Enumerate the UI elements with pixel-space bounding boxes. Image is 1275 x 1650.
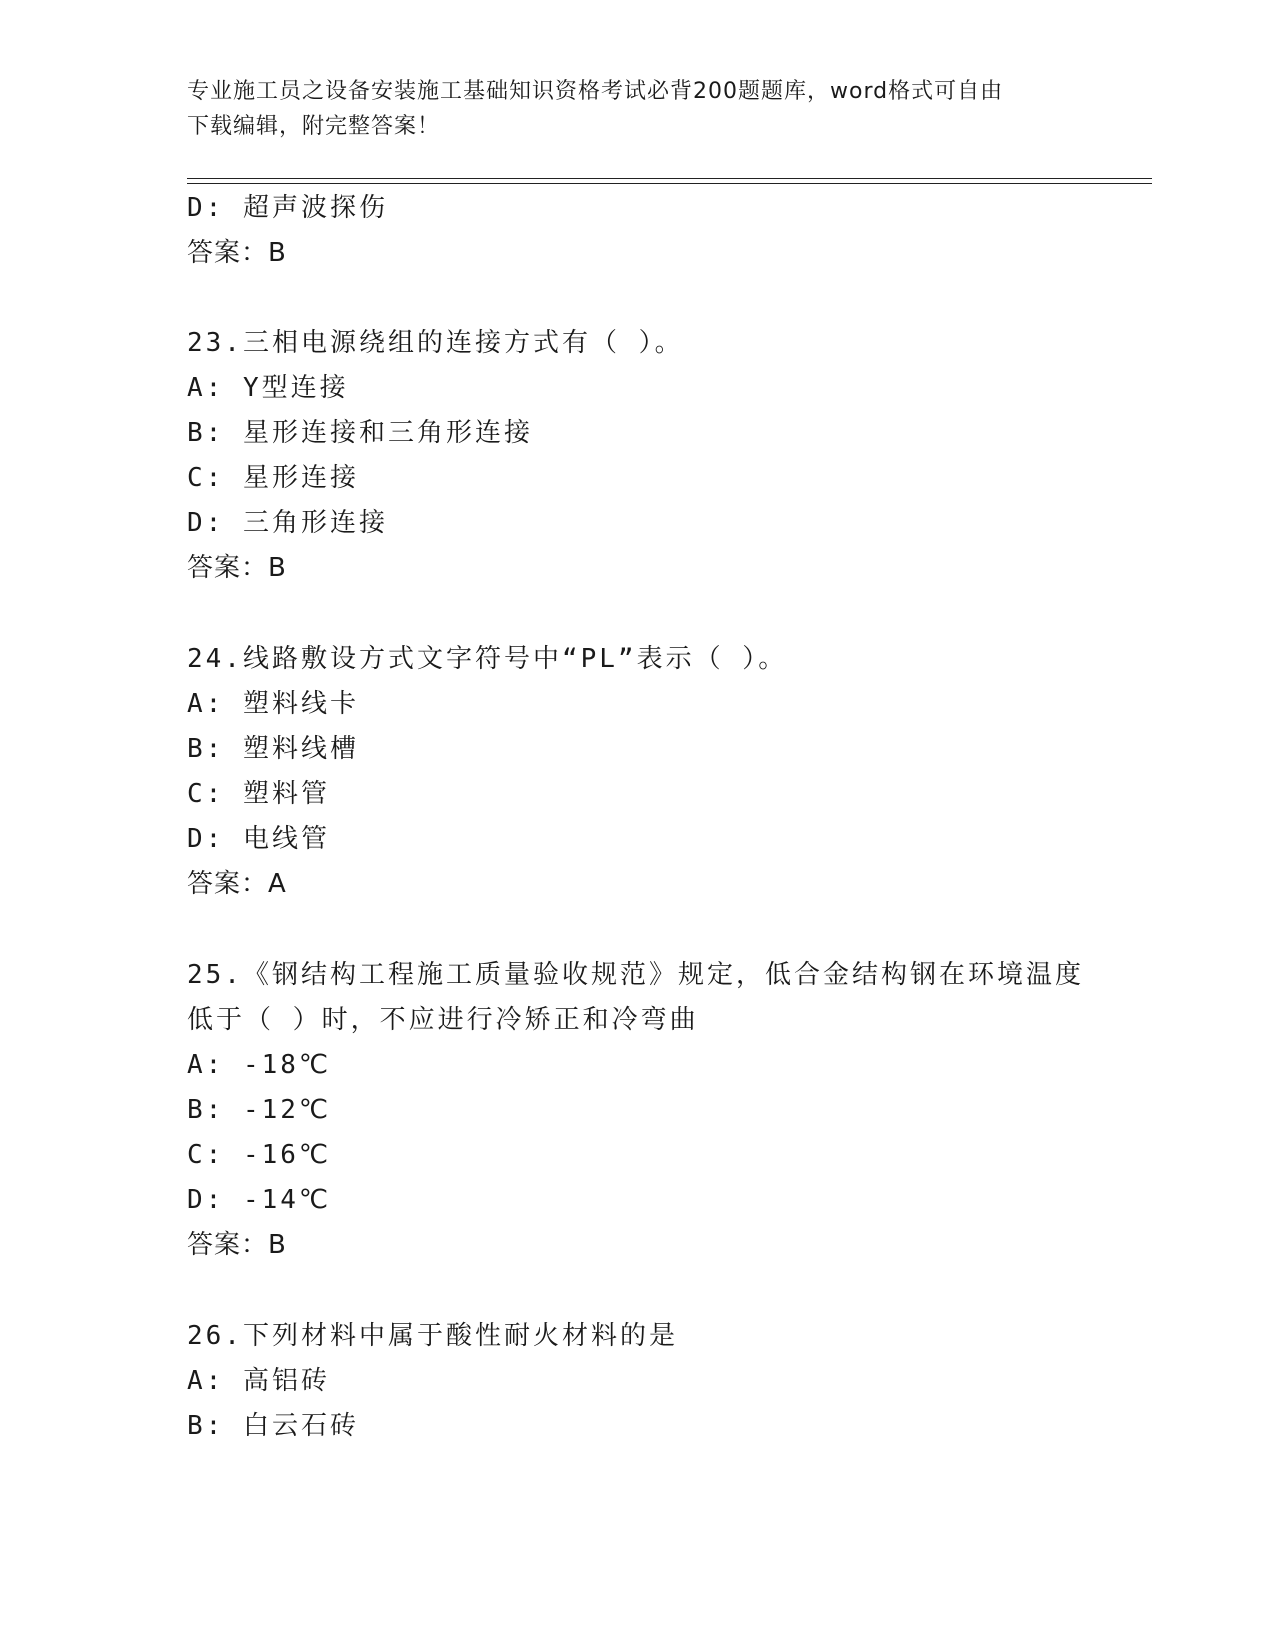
q25-stem-line-1: 25.《钢结构工程施工质量验收规范》规定，低合金结构钢在环境温度: [187, 960, 1084, 990]
q25-option-c: C: -16℃: [187, 1140, 332, 1170]
q24-stem: 24.线路敷设方式文字符号中“PL”表示（ ）。: [187, 644, 788, 674]
q24-option-b: B: 塑料线槽: [187, 734, 359, 764]
q23-option-d: D: 三角形连接: [187, 508, 388, 538]
q23-option-c: C: 星形连接: [187, 463, 359, 493]
q26-stem: 26.下列材料中属于酸性耐火材料的是: [187, 1321, 678, 1351]
q24-answer: 答案：A: [187, 869, 287, 899]
q25-option-d: D: -14℃: [187, 1185, 332, 1215]
q25-answer: 答案：B: [187, 1230, 287, 1260]
q23-option-a: A: Y型连接: [187, 373, 349, 403]
q24-option-c: C: 塑料管: [187, 779, 330, 809]
header-line-1: 专业施工员之设备安装施工基础知识资格考试必背200题题库，word格式可自由: [187, 79, 1004, 104]
q24-option-d: D: 电线管: [187, 824, 330, 854]
header-divider-bottom: [187, 183, 1152, 184]
document-header: [187, 74, 1087, 144]
q26-option-b: B: 白云石砖: [187, 1411, 359, 1441]
q25-stem-line-2: 低于（ ）时，不应进行冷矫正和冷弯曲: [187, 1005, 699, 1035]
q26-option-a: A: 高铝砖: [187, 1366, 330, 1396]
q24-option-a: A: 塑料线卡: [187, 689, 359, 719]
q23-option-b: B: 星形连接和三角形连接: [187, 418, 533, 448]
q22-answer: 答案：B: [187, 238, 287, 268]
header-divider-top: [187, 178, 1152, 179]
q22-option-d: D: 超声波探伤: [187, 193, 388, 223]
q23-answer: 答案：B: [187, 553, 287, 583]
header-line-2: 下载编辑，附完整答案！: [187, 114, 441, 139]
q25-option-a: A: -18℃: [187, 1050, 332, 1080]
q25-option-b: B: -12℃: [187, 1095, 332, 1125]
q23-stem: 23.三相电源绕组的连接方式有（ ）。: [187, 328, 684, 358]
